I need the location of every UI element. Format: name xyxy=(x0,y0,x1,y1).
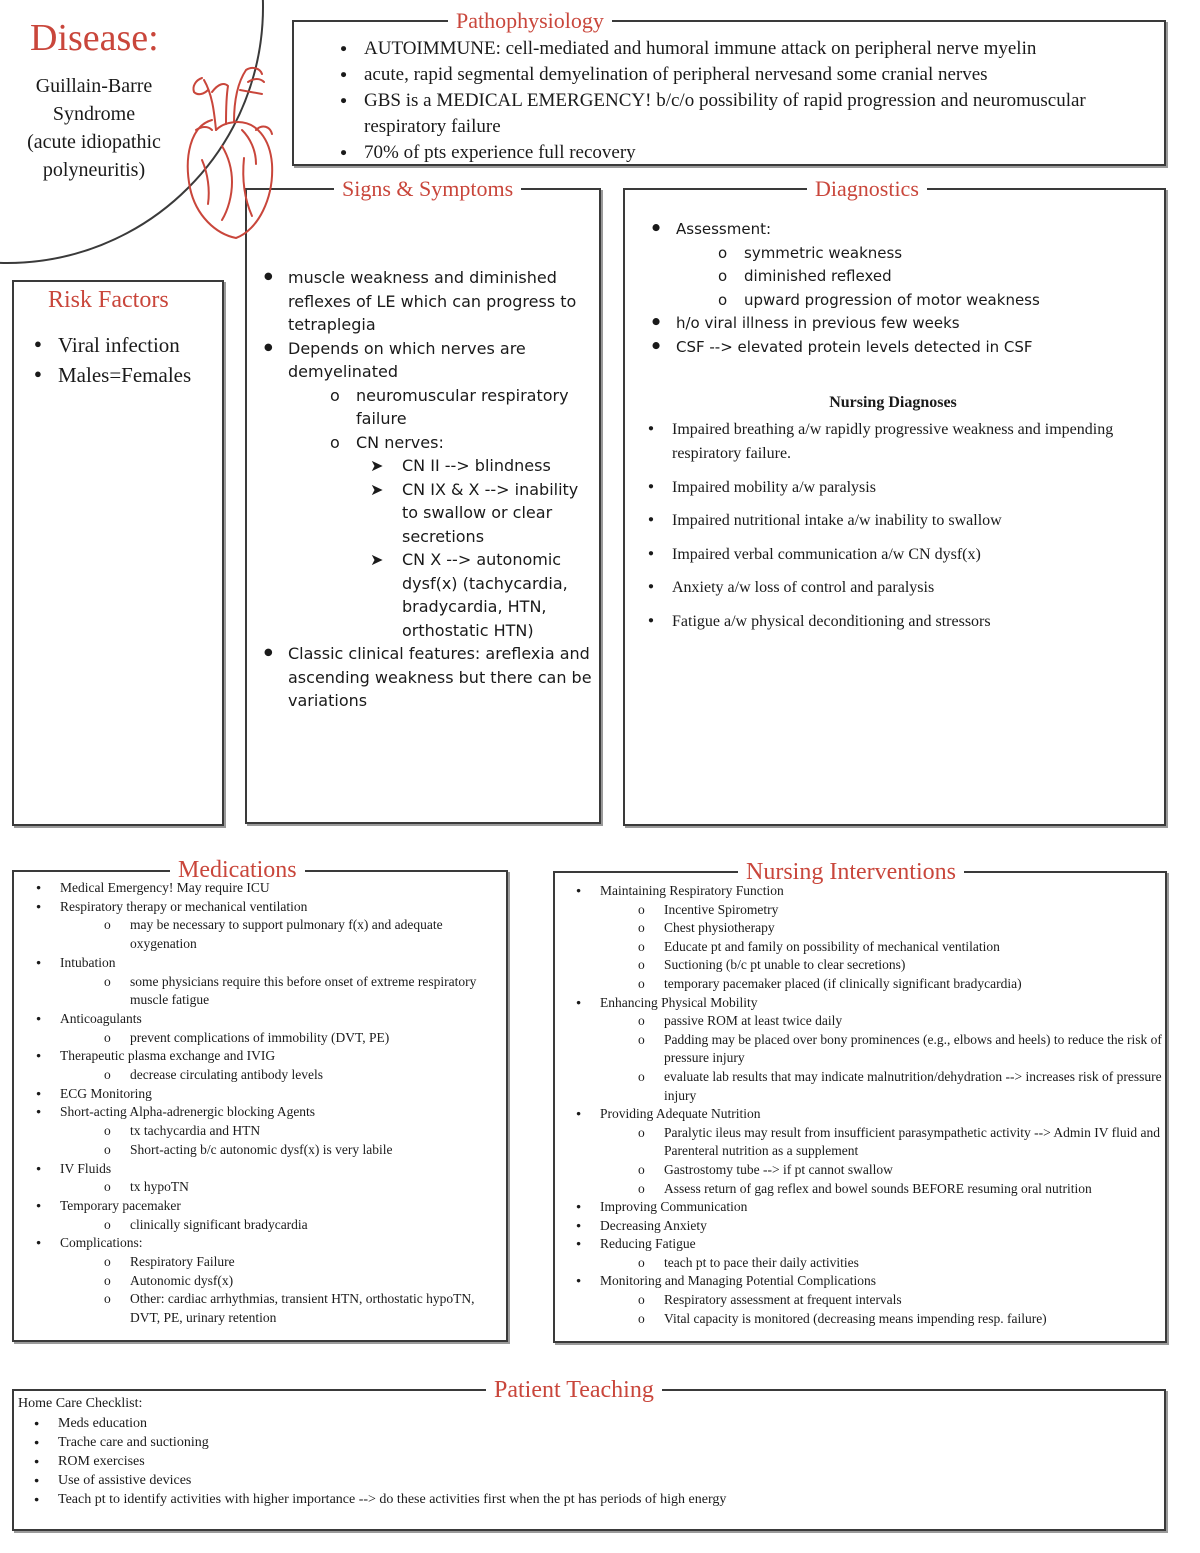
list-item xyxy=(34,898,504,954)
list-item xyxy=(262,337,592,643)
heart-icon xyxy=(182,60,278,240)
list-item xyxy=(574,882,1166,994)
sub-list xyxy=(600,1012,1166,1105)
list-item: ● Impaired nutritional intake a/w inability to swallow xyxy=(646,509,1146,533)
list-item-text: muscle weakness and diminished reflexes of LE which can progress to tetraplegia xyxy=(288,268,577,334)
sub-item: o tx hypoTN xyxy=(104,1178,504,1197)
diagnostics-list xyxy=(650,218,1150,359)
list-item-text: Medical Emergency! May require ICU xyxy=(60,880,270,895)
sub-item: o Paralytic ileus may result from insufficient parasympathetic activity --> Admin IV fluid and Parenteral nutrition as a supplement xyxy=(638,1124,1166,1161)
sub-item: o tx tachycardia and HTN xyxy=(104,1122,504,1141)
list-item: ● Impaired verbal communication a/w CN dysf(x) xyxy=(646,543,1146,567)
sub-item: o may be necessary to support pulmonary f(x) and adequate oxygenation xyxy=(104,916,504,953)
pathophysiology-title: Pathophysiology xyxy=(448,10,612,32)
sub-list xyxy=(600,1124,1166,1198)
sub-list xyxy=(60,916,504,953)
sub-list xyxy=(60,1216,504,1235)
signs-symptoms-list xyxy=(262,266,592,713)
home-care-heading: Home Care Checklist: xyxy=(18,1396,143,1411)
list-item-text: Improving Communication xyxy=(600,1199,748,1215)
list-item-text: Classic clinical features: areflexia and ascending weakness but there can be variations xyxy=(288,644,592,710)
sub-item: o Suctioning (b/c pt unable to clear secretions) xyxy=(638,956,1166,975)
sub-list xyxy=(60,1066,504,1085)
sub-list xyxy=(60,1029,504,1048)
sub-item: o Autonomic dysf(x) xyxy=(104,1272,504,1291)
list-item: ● h/o viral illness in previous few weeks xyxy=(650,312,1150,336)
list-item-text: Anticoagulants xyxy=(60,1010,142,1026)
list-item-text: Intubation xyxy=(60,954,116,970)
list-item xyxy=(34,1234,504,1328)
sub-item: o passive ROM at least twice daily xyxy=(638,1012,1166,1031)
medications-title: Medications xyxy=(170,858,305,882)
list-item-text: Decreasing Anxiety xyxy=(600,1217,707,1233)
list-item-text: IV Fluids xyxy=(60,1160,112,1176)
sub-list xyxy=(60,1253,504,1328)
sub-item: o Respiratory Failure xyxy=(104,1253,504,1272)
sub-item: o symmetric weakness xyxy=(718,242,1150,266)
list-item xyxy=(34,1160,504,1197)
sub-item: o Incentive Spirometry xyxy=(638,901,1166,920)
risk-factors-list xyxy=(32,330,191,390)
risk-factors-title: Risk Factors xyxy=(40,288,177,312)
sub-item: o Educate pt and family on possibility of mechanical ventilation xyxy=(638,938,1166,957)
sub-item: o Chest physiotherapy xyxy=(638,919,1166,938)
list-item-text: Assessment: xyxy=(676,220,772,238)
list-item xyxy=(574,994,1166,1106)
list-item: ● Meds education xyxy=(32,1414,932,1433)
diagnostics-title: Diagnostics xyxy=(807,178,927,200)
list-item-text: Enhancing Physical Mobility xyxy=(600,994,758,1010)
list-item xyxy=(34,879,504,898)
nursing-interventions-list xyxy=(574,882,1166,1328)
list-item-text: Short-acting Alpha-adrenergic blocking Agents xyxy=(60,1104,316,1120)
list-item xyxy=(34,1197,504,1234)
page-title: Disease: xyxy=(30,17,159,59)
sub-item: o Short-acting b/c autonomic dysf(x) is very labile xyxy=(104,1141,504,1160)
list-item: ● Viral infection xyxy=(32,330,191,360)
nursing-diagnoses-title: Nursing Diagnoses xyxy=(829,394,957,411)
list-item-text: Therapeutic plasma exchange and IVIG xyxy=(60,1048,276,1064)
sub-list xyxy=(60,973,504,1010)
disease-name-line: Syndrome xyxy=(52,103,136,125)
list-item xyxy=(34,1103,504,1159)
list-item xyxy=(34,1010,504,1047)
disease-name xyxy=(8,72,180,184)
disease-name-line: Guillain-Barre xyxy=(35,75,153,97)
sub-item: o teach pt to pace their daily activities xyxy=(638,1254,1166,1273)
list-item xyxy=(650,218,1150,312)
sub-item: o upward progression of motor weakness xyxy=(718,289,1150,313)
list-item: ● acute, rapid segmental demyelination of peripheral nervesand some cranial nerves xyxy=(338,62,1158,88)
list-item xyxy=(34,1085,504,1104)
list-item: ● Impaired mobility a/w paralysis xyxy=(646,476,1146,500)
list-item xyxy=(34,954,504,1010)
list-item: ● 70% of pts experience full recovery xyxy=(338,140,1158,166)
sub-list xyxy=(60,1178,504,1197)
sub-item: o some physicians require this before onset of extreme respiratory muscle fatigue xyxy=(104,973,504,1010)
list-item xyxy=(574,1198,1166,1217)
list-item: ● Males=Females xyxy=(32,360,191,390)
sub-item: o Other: cardiac arrhythmias, transient HTN, orthostatic hypoTN, DVT, PE, urinary retention xyxy=(104,1290,504,1327)
list-item xyxy=(262,266,592,337)
sub-item: o prevent complications of immobility (DVT, PE) xyxy=(104,1029,504,1048)
patient-teaching-list xyxy=(32,1414,932,1509)
sub-item: o evaluate lab results that may indicate malnutrition/dehydration --> increases risk of pressure injury xyxy=(638,1068,1166,1105)
list-item-text: Respiratory therapy or mechanical ventilation xyxy=(60,898,308,914)
cn-item: ➤ CN IX & X --> inability to swallow or clear secretions xyxy=(370,478,592,549)
list-item-text: Maintaining Respiratory Function xyxy=(600,883,784,898)
disease-name-line: (acute idiopathic xyxy=(27,131,161,153)
list-item xyxy=(574,1272,1166,1328)
list-item: ● CSF --> elevated protein levels detected in CSF xyxy=(650,336,1150,360)
nursing-diagnoses-list xyxy=(646,418,1146,643)
sub-item: o decrease circulating antibody levels xyxy=(104,1066,504,1085)
list-item: ● Trache care and suctioning xyxy=(32,1433,932,1452)
list-item xyxy=(262,642,592,713)
list-item: ● GBS is a MEDICAL EMERGENCY! b/c/o possibility of rapid progression and neuromuscular respiratory failure xyxy=(338,88,1158,140)
sub-list xyxy=(60,1122,504,1159)
list-item: ● Fatigue a/w physical deconditioning and stressors xyxy=(646,610,1146,634)
sub-list xyxy=(600,1254,1166,1273)
list-item: ● Impaired breathing a/w rapidly progressive weakness and impending respiratory failure. xyxy=(646,418,1146,466)
sub-item: o Gastrostomy tube --> if pt cannot swallow xyxy=(638,1161,1166,1180)
list-item: ● Use of assistive devices xyxy=(32,1471,932,1490)
nursing-interventions-title: Nursing Interventions xyxy=(738,860,964,884)
list-item-text: Temporary pacemaker xyxy=(60,1197,181,1213)
sub-item xyxy=(330,431,592,643)
sub-item: o Assess return of gag reflex and bowel sounds BEFORE resuming oral nutrition xyxy=(638,1180,1166,1199)
list-item xyxy=(574,1217,1166,1236)
sub-list xyxy=(600,1291,1166,1328)
list-item-text: ECG Monitoring xyxy=(60,1085,152,1101)
list-item-text: Depends on which nerves are demyelinated xyxy=(288,338,526,381)
cn-list xyxy=(356,454,592,642)
sub-item: o clinically significant bradycardia xyxy=(104,1216,504,1235)
sub-item: o temporary pacemaker placed (if clinically significant bradycardia) xyxy=(638,975,1166,994)
list-item: ● Anxiety a/w loss of control and paralysis xyxy=(646,576,1146,600)
list-item xyxy=(34,1047,504,1084)
sub-item: o Respiratory assessment at frequent intervals xyxy=(638,1291,1166,1310)
signs-symptoms-title: Signs & Symptoms xyxy=(334,178,521,200)
sub-list xyxy=(600,901,1166,994)
medications-list xyxy=(34,879,504,1328)
patient-teaching-title: Patient Teaching xyxy=(486,1378,662,1402)
sub-item: o diminished reflexed xyxy=(718,265,1150,289)
cn-item: ➤ CN X --> autonomic dysf(x) (tachycardia, bradycardia, HTN, orthostatic HTN) xyxy=(370,548,592,642)
sub-item: o Vital capacity is monitored (decreasing means impending resp. failure) xyxy=(638,1310,1166,1329)
list-item-text: Monitoring and Managing Potential Complications xyxy=(600,1273,876,1289)
list-item-text: Complications: xyxy=(60,1235,143,1251)
list-item: ● ROM exercises xyxy=(32,1452,932,1471)
list-item-text: Providing Adequate Nutrition xyxy=(600,1106,761,1122)
list-item xyxy=(574,1105,1166,1198)
list-item-text: Reducing Fatigue xyxy=(600,1236,696,1252)
disease-name-line: polyneuritis) xyxy=(42,159,146,181)
sub-item-text: CN nerves: xyxy=(356,432,444,452)
cn-item: ➤ CN II --> blindness xyxy=(370,454,592,478)
sub-item: o neuromuscular respiratory failure xyxy=(330,384,592,431)
list-item: ● AUTOIMMUNE: cell-mediated and humoral immune attack on peripheral nerve myelin xyxy=(338,36,1158,62)
list-item xyxy=(574,1235,1166,1272)
sub-list xyxy=(676,242,1150,313)
sub-list xyxy=(288,384,592,643)
list-item: ● Teach pt to identify activities with higher importance --> do these activities first when the pt has periods of high energy xyxy=(32,1490,932,1509)
sub-item: o Padding may be placed over bony prominences (e.g., elbows and heels) to reduce the risk of pressure injury xyxy=(638,1031,1166,1068)
pathophysiology-list xyxy=(338,36,1158,166)
